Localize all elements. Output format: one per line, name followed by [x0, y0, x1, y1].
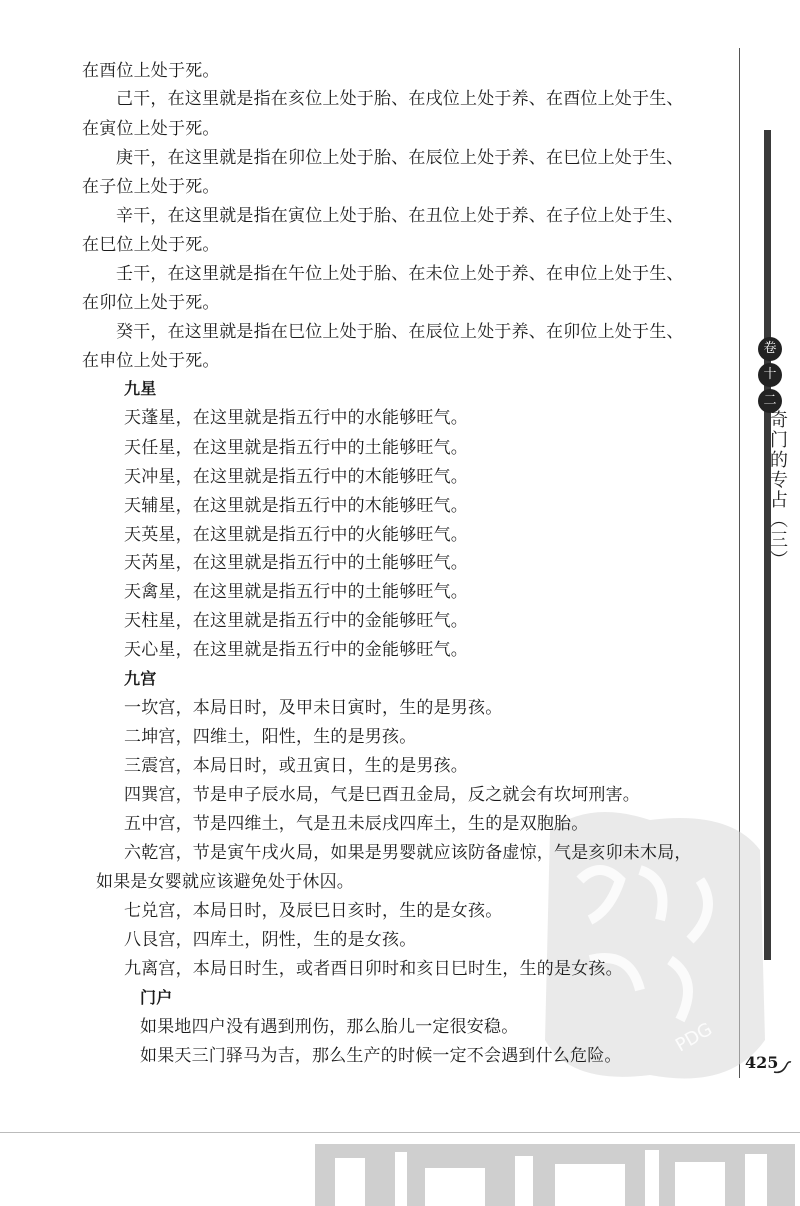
text-line: 天任星，在这里就是指五行中的土能够旺气。 — [124, 438, 468, 458]
page-number: 425 — [745, 1053, 779, 1072]
chapter-char-3: 二 — [758, 389, 782, 413]
text-line: 在子位上处于死。 — [82, 177, 220, 197]
text-line: 天柱星，在这里就是指五行中的金能够旺气。 — [124, 611, 468, 631]
text-line: 在酉位上处于死。 — [82, 61, 220, 81]
text-line: 二坤宫，四维土，阳性，生的是男孩。 — [124, 727, 417, 747]
text-line: 天冲星，在这里就是指五行中的木能够旺气。 — [124, 467, 468, 487]
text-line: 癸干，在这里就是指在巳位上处于胎、在辰位上处于养、在卯位上处于生、 — [116, 322, 684, 342]
section-heading: 九星 — [124, 379, 157, 398]
section-heading: 门户 — [140, 988, 173, 1007]
text-line: 五中宫，节是四维土，气是丑未辰戌四库土，生的是双胞胎。 — [124, 814, 589, 834]
section-heading: 九宫 — [124, 669, 157, 688]
scan-artifact-band — [315, 1138, 795, 1206]
text-line: 天蓬星，在这里就是指五行中的水能够旺气。 — [124, 408, 468, 428]
text-line: 四巽宫，节是申子辰水局，气是巳酉丑金局，反之就会有坎坷刑害。 — [124, 785, 640, 805]
text-line: 天辅星，在这里就是指五行中的木能够旺气。 — [124, 496, 468, 516]
text-line: 天禽星，在这里就是指五行中的土能够旺气。 — [124, 582, 468, 602]
text-line: 一坎宫，本局日时，及甲未日寅时，生的是男孩。 — [124, 698, 503, 718]
chapter-char-1: 卷 — [758, 337, 782, 361]
text-line: 七兑宫，本局日时，及辰巳日亥时，生的是女孩。 — [124, 901, 503, 921]
text-line: 壬干，在这里就是指在午位上处于胎、在未位上处于养、在申位上处于生、 — [116, 264, 684, 284]
text-line: 天心星，在这里就是指五行中的金能够旺气。 — [124, 640, 468, 660]
running-head-title: 奇门的专占（三） — [767, 410, 788, 570]
text-line: 如果地四户没有遇到刑伤，那么胎儿一定很安稳。 — [140, 1017, 519, 1037]
text-line: 辛干，在这里就是指在寅位上处于胎、在丑位上处于养、在子位上处于生、 — [116, 206, 684, 226]
page-edge-line — [0, 1132, 800, 1133]
text-line: 在申位上处于死。 — [82, 351, 220, 371]
text-line: 八艮宫，四库土，阴性，生的是女孩。 — [124, 930, 417, 950]
text-line: 九离宫，本局日时生，或者酉日卯时和亥日巳时生，生的是女孩。 — [124, 959, 623, 979]
text-line: 如果是女婴就应该避免处于休囚。 — [96, 872, 354, 892]
chapter-marker — [758, 335, 798, 415]
page-number-flourish — [772, 1060, 792, 1074]
chapter-char-2: 十 — [758, 363, 782, 387]
svg-text:PDG: PDG — [672, 1018, 716, 1057]
text-line: 六乾宫，节是寅午戌火局，如果是男婴就应该防备虚惊，气是亥卯未木局， — [124, 843, 692, 863]
text-line: 天芮星，在这里就是指五行中的土能够旺气。 — [124, 553, 468, 573]
text-line: 如果天三门驿马为吉，那么生产的时候一定不会遇到什么危险。 — [140, 1046, 622, 1066]
text-line: 三震宫，本局日时，或丑寅日，生的是男孩。 — [124, 756, 468, 776]
text-line: 在卯位上处于死。 — [82, 293, 220, 313]
text-line: 天英星，在这里就是指五行中的火能够旺气。 — [124, 525, 468, 545]
text-line: 在巳位上处于死。 — [82, 235, 220, 255]
text-line: 在寅位上处于死。 — [82, 119, 220, 139]
text-line: 己干，在这里就是指在亥位上处于胎、在戌位上处于养、在酉位上处于生、 — [116, 89, 684, 109]
text-line: 庚干，在这里就是指在卯位上处于胎、在辰位上处于养、在巳位上处于生、 — [116, 148, 684, 168]
